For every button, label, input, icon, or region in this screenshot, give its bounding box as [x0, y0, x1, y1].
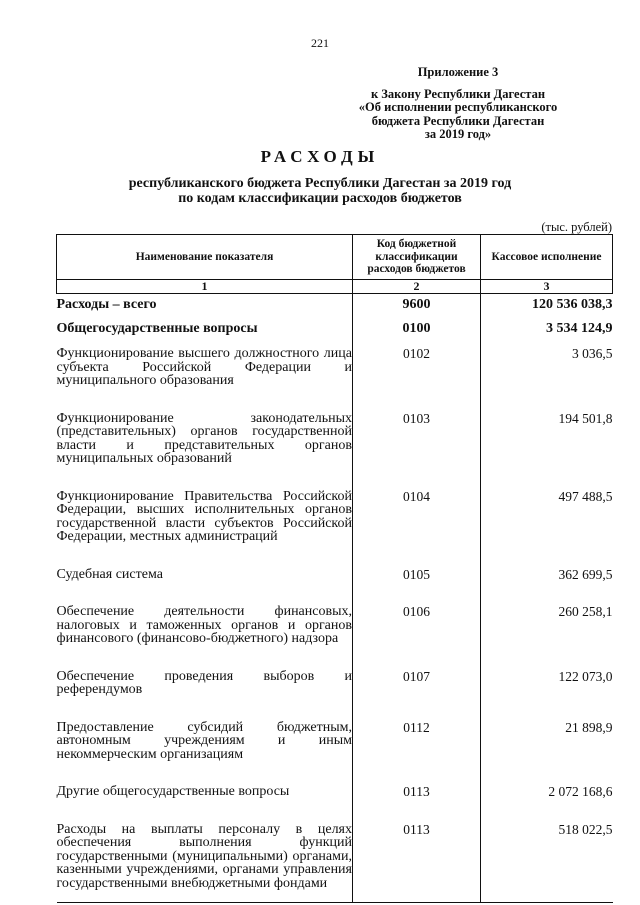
row-name: Предоставление субсидий бюджетным, автономным учреждениям и иным некоммерческим организациям: [56, 719, 352, 762]
table-row: [57, 294, 613, 312]
appendix-title: Приложение 3: [417, 65, 499, 79]
column-number: 1: [57, 280, 353, 294]
page-number: 221: [311, 36, 329, 50]
row-name: Функционирование Правительства Российской Федерации, высших исполнительных органов государственной власти субъектов Российской Федерации, местных администраций: [56, 488, 352, 544]
row-code: 0106: [353, 591, 481, 656]
table-row: [57, 707, 613, 772]
row-amount: 362 699,5: [558, 566, 613, 582]
row-code: 0100: [353, 312, 481, 336]
units-label: (тыс. рублей): [541, 220, 612, 234]
table-row: [57, 656, 613, 707]
row-code: 0104: [353, 476, 481, 554]
row-name: Общегосударственные вопросы: [56, 320, 258, 336]
table-row: [57, 398, 613, 476]
column-number-row: [57, 280, 613, 294]
row-code: 9600: [353, 294, 481, 312]
column-number: 2: [353, 280, 481, 294]
row-amount: 518 022,5: [481, 809, 613, 903]
table-row: [57, 591, 613, 656]
column-number: 3: [481, 280, 613, 294]
row-amount: 3 036,5: [572, 346, 613, 361]
document-title: РАСХОДЫ: [260, 147, 380, 166]
row-amount: 3 534 124,9: [546, 320, 613, 336]
row-code: 0102: [353, 335, 481, 398]
header-indicator-name: Наименование показателя: [57, 235, 353, 280]
table-row: [57, 554, 613, 592]
table-row: [57, 476, 613, 554]
appendix-line: к Закону Республики Дагестан: [370, 86, 546, 101]
row-code: 0113: [353, 771, 481, 809]
table-row: [57, 771, 613, 809]
row-name: Обеспечение проведения выборов и референдумов: [56, 668, 352, 697]
subtitle-line: республиканского бюджета Республики Дагестан за 2019 год: [128, 176, 512, 191]
row-amount: 497 488,5: [558, 488, 613, 504]
header-cash-execution: Кассовое исполнение: [481, 235, 613, 280]
document-subtitle: [0, 176, 640, 206]
subtitle-line: по кодам классификации расходов бюджетов: [178, 191, 462, 206]
row-amount: 120 536 038,3: [532, 297, 613, 312]
appendix-line: бюджета Республики Дагестан: [371, 113, 545, 128]
appendix-line: «Об исполнении республиканского: [358, 100, 558, 114]
row-code: 0105: [353, 554, 481, 592]
row-amount: 21 898,9: [565, 719, 613, 735]
row-name: Другие общегосударственные вопросы: [56, 784, 290, 799]
row-amount: 2 072 168,6: [548, 784, 613, 799]
row-name: Функционирование законодательных (представительных) органов государственной власти и представительных органов муниципальных образований: [56, 410, 352, 466]
row-code: 0113: [353, 809, 481, 903]
row-amount: 194 501,8: [558, 410, 613, 426]
row-code: 0112: [353, 707, 481, 772]
table-row: [57, 312, 613, 336]
table-header-row: [57, 235, 613, 280]
row-name: Судебная система: [56, 566, 163, 582]
row-code: 0103: [353, 398, 481, 476]
header-budget-code: Код бюджетной классификации расходов бюджетов: [353, 235, 481, 280]
row-amount: 122 073,0: [558, 668, 613, 684]
row-code: 0107: [353, 656, 481, 707]
row-name: Расходы на выплаты персоналу в целях обеспечения выполнения функций государственными (муниципальными) органами, казенными учреждениями, органами управления государственными внебюджетными фондами: [57, 809, 353, 903]
appendix-line: за 2019 год»: [424, 127, 492, 141]
table-row: [57, 809, 613, 903]
appendix-header: [333, 66, 583, 142]
expenditures-table: [56, 234, 613, 903]
row-amount: 260 258,1: [558, 604, 613, 619]
row-name: Расходы – всего: [56, 297, 157, 312]
row-name: Обеспечение деятельности финансовых, налоговых и таможенных органов и органов финансового (финансово-бюджетного) надзора: [56, 604, 352, 646]
table-row: [57, 335, 613, 398]
row-name: Функционирование высшего должностного лица субъекта Российской Федерации и муниципального образования: [56, 346, 352, 388]
